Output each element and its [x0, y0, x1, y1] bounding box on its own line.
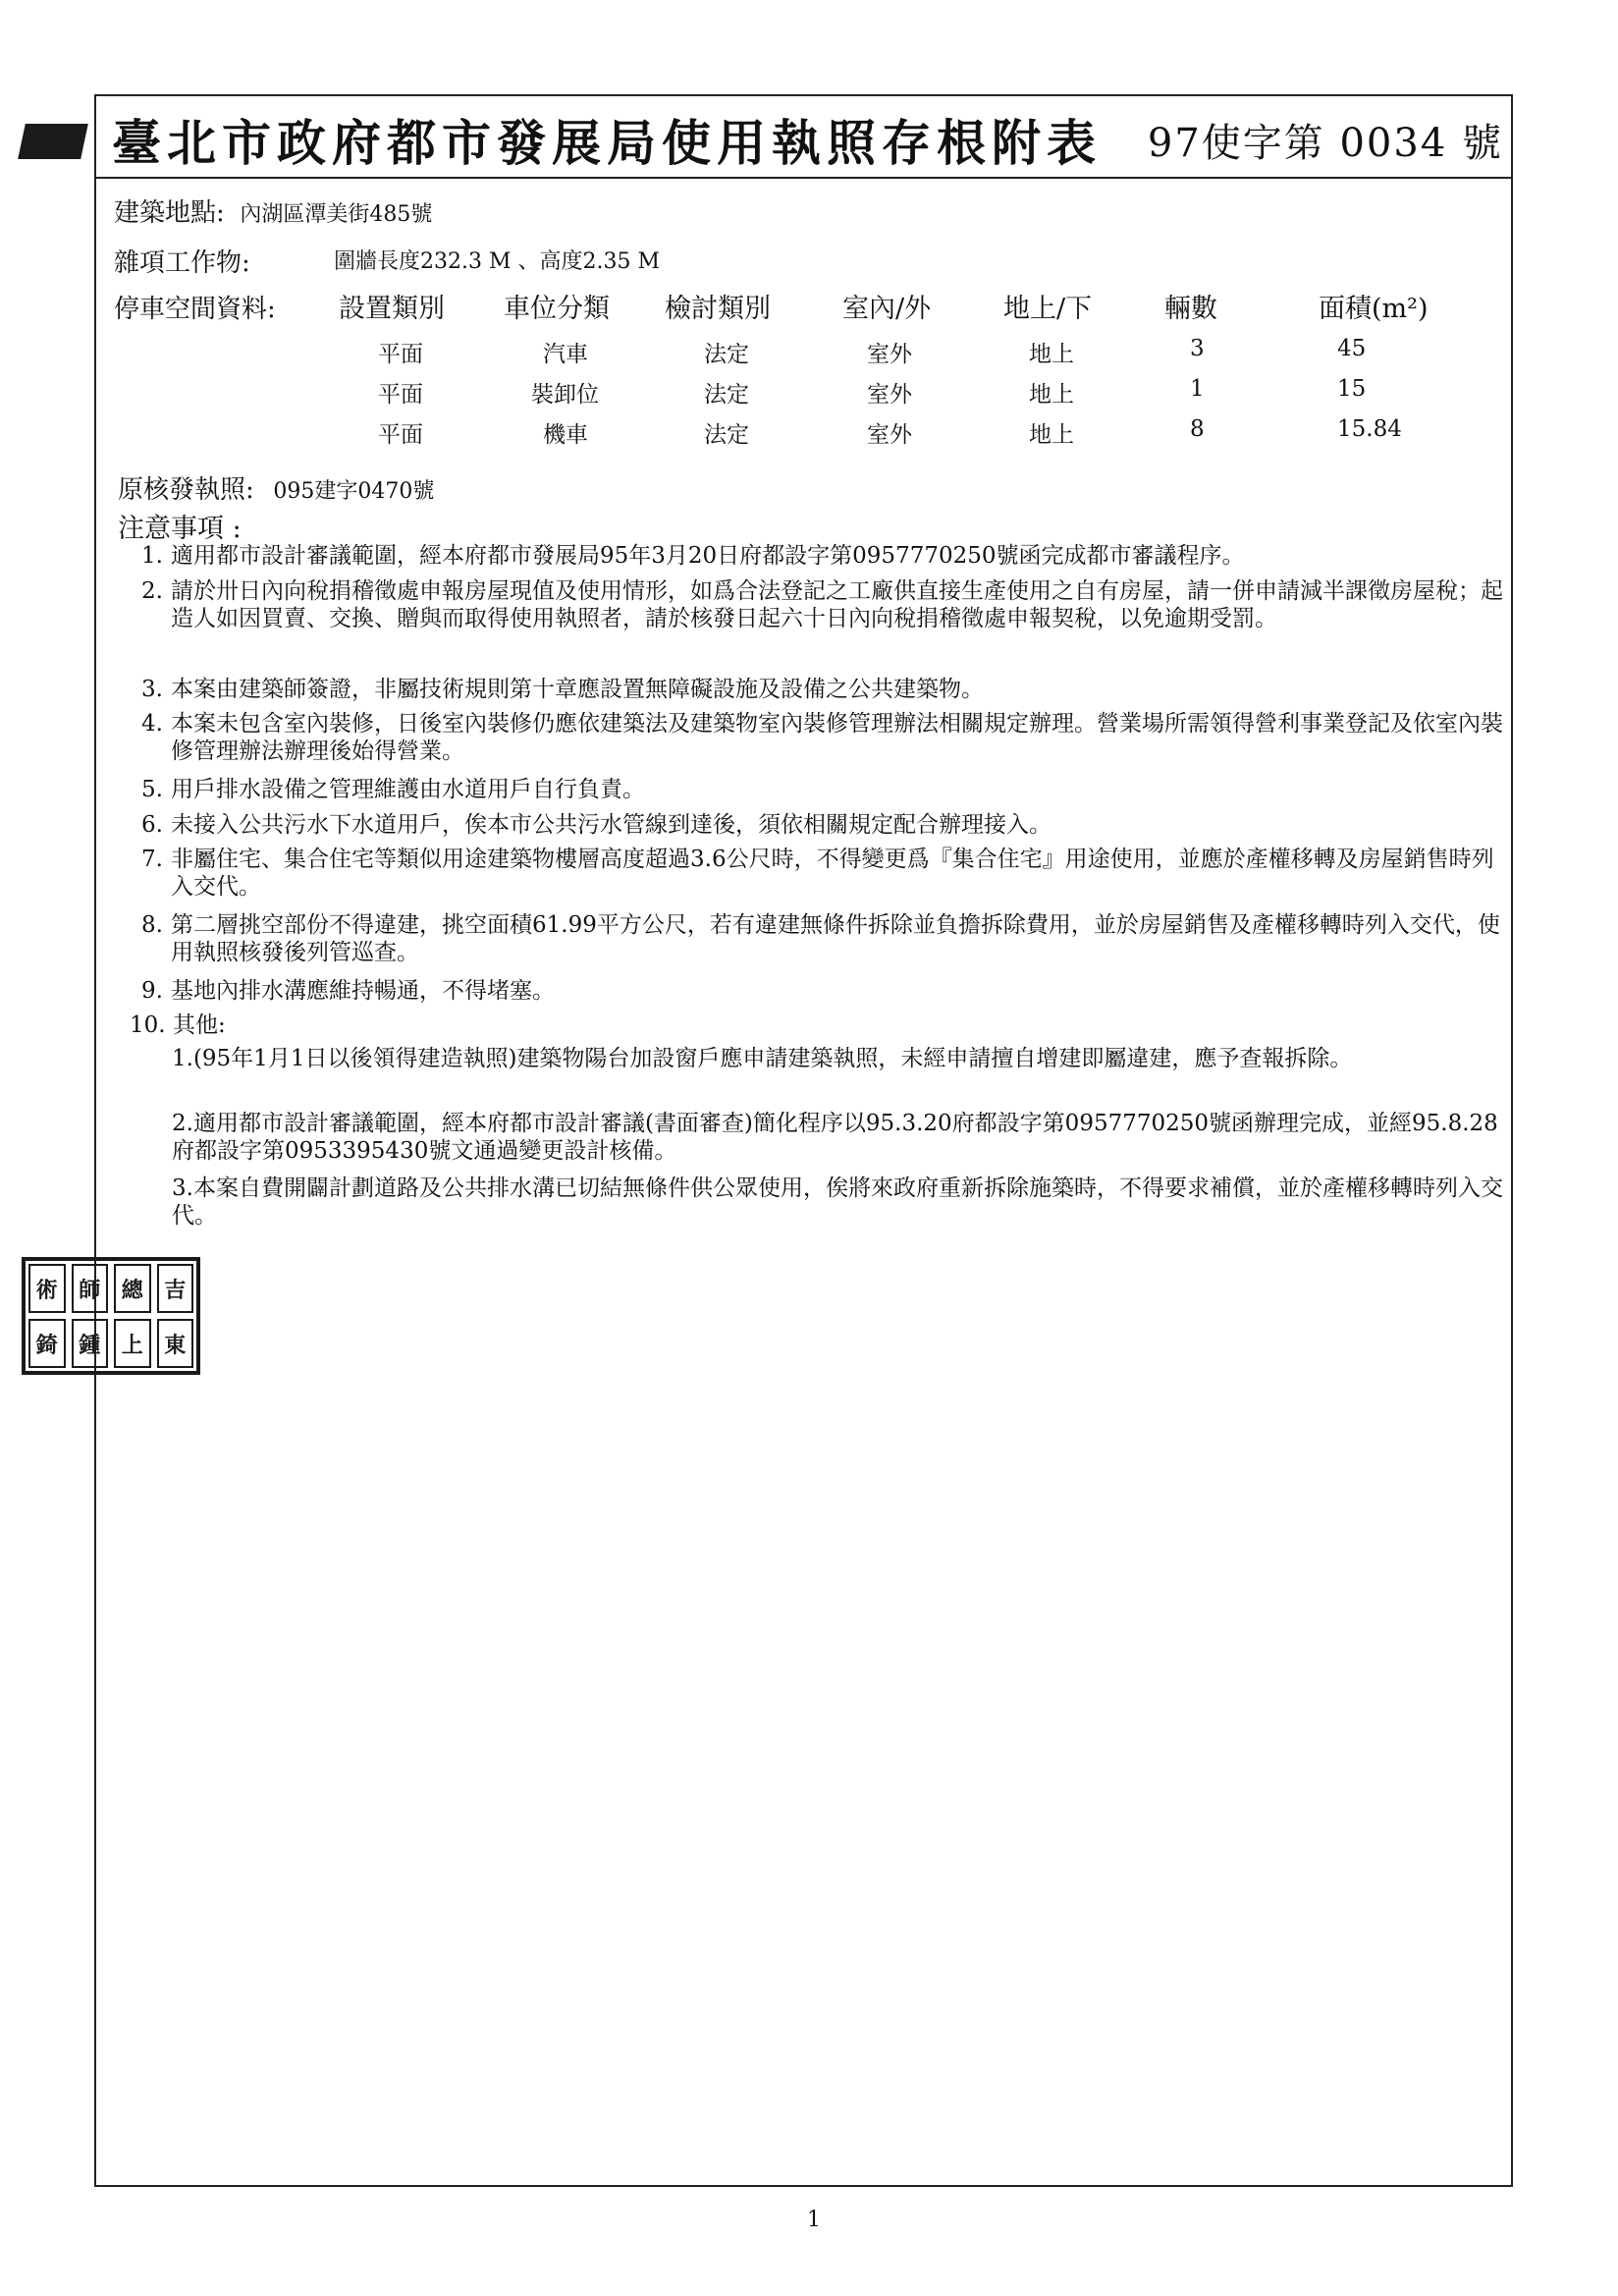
parking-cell: 45 [1337, 336, 1367, 361]
note-item [141, 710, 1512, 765]
seal-char: 上 [114, 1319, 151, 1368]
misc-work-row [114, 243, 660, 279]
parking-cell: 法定 [704, 382, 749, 408]
parking-cell: 地上 [1029, 422, 1074, 448]
note-item [130, 1011, 1500, 1039]
seal-stamp [22, 1257, 200, 1375]
note-text: 本案未包含室內裝修，日後室內裝修仍應依建築法及建築物室內裝修管理辦法相關規定辦理。營業場所需領得營利事業登記及依室內裝修管理辦法辦理後始得營業。 [171, 711, 1503, 764]
note-number: 1. [141, 543, 163, 569]
parking-cell: 1 [1190, 376, 1205, 402]
note-item [141, 911, 1512, 966]
parking-header: 輛數 [1164, 294, 1217, 324]
seal-char: 錡 [28, 1319, 66, 1368]
parking-cell: 3 [1190, 336, 1205, 361]
note-number: 8. [141, 912, 163, 938]
note-text: 第二層挑空部份不得違建，挑空面積61.99平方公尺，若有違建無條件拆除並負擔拆除費用，並於房屋銷售及產權移轉時列入交代，使用執照核發後列管巡查。 [171, 912, 1500, 965]
other-note: 1.(95年1月1日以後領得建造執照)建築物陽台加設窗戶應申請建築執照，未經申請擅自增建即屬違建，應予查報拆除。 [172, 1046, 1353, 1071]
note-text: 用戶排水設備之管理維護由水道用戶自行負責。 [171, 777, 645, 802]
note-number: 9. [141, 978, 163, 1004]
parking-cell: 法定 [704, 422, 749, 448]
corner-mark [18, 124, 88, 159]
parking-header: 設置類別 [339, 294, 445, 324]
note-item [141, 577, 1512, 632]
note-number: 2. [141, 578, 163, 604]
note-text: 適用都市設計審議範圍，經本府都市發展局95年3月20日府都設字第0957770250號函完成都市審議程序。 [171, 543, 1245, 569]
parking-cell: 8 [1190, 416, 1205, 442]
original-permit-value: 095建字0470號 [273, 479, 435, 504]
seal-char: 鍾 [72, 1319, 109, 1368]
note-item [141, 542, 1512, 570]
note-item [141, 846, 1512, 901]
note-number: 4. [141, 711, 163, 737]
other-note: 3.本案自費開闢計劃道路及公共排水溝已切結無條件供公眾使用，俟將來政府重新拆除施築時，不得要求補償，並於產權移轉時列入交代。 [172, 1175, 1503, 1229]
original-permit-row [118, 469, 434, 506]
parking-cell: 汽車 [543, 342, 588, 367]
parking-cell: 裝卸位 [531, 382, 599, 408]
note-number: 3. [141, 677, 163, 702]
seal-char: 術 [28, 1264, 66, 1313]
permit-number: 97使字第 0034 號 [1147, 121, 1503, 166]
site-row [114, 192, 432, 229]
parking-cell: 平面 [378, 422, 423, 448]
seal-char: 東 [157, 1319, 194, 1368]
original-permit-label: 原核發執照: [118, 475, 254, 505]
parking-header: 檢討類別 [665, 294, 771, 324]
parking-cell: 15.84 [1337, 416, 1402, 442]
parking-label-row [114, 289, 276, 325]
seal-char: 總 [114, 1264, 151, 1313]
parking-header: 車位分類 [504, 294, 610, 324]
note-number: 6. [141, 812, 163, 838]
note-text: 其他: [173, 1012, 226, 1038]
site-value: 內湖區潭美街485號 [240, 202, 433, 227]
note-text: 基地內排水溝應維持暢通，不得堵塞。 [171, 978, 555, 1004]
note-item [141, 977, 1512, 1005]
seal-char: 師 [72, 1264, 109, 1313]
note-number: 5. [141, 777, 163, 802]
parking-cell: 平面 [378, 382, 423, 408]
parking-cell: 室外 [867, 342, 912, 367]
parking-cell: 機車 [543, 422, 588, 448]
parking-cell: 地上 [1029, 342, 1074, 367]
seal-char: 吉 [157, 1264, 194, 1313]
note-number: 10. [130, 1012, 166, 1038]
parking-cell: 地上 [1029, 382, 1074, 408]
parking-header: 地上/下 [1003, 294, 1093, 324]
misc-work-label: 雜項工作物: [114, 248, 250, 278]
parking-cell: 15 [1337, 376, 1367, 402]
note-text: 非屬住宅、集合住宅等類似用途建築物樓層高度超過3.6公尺時，不得變更爲『集合住宅』用途使用，並應於產權移轉及房屋銷售時列入交代。 [171, 847, 1494, 900]
note-number: 7. [141, 847, 163, 872]
note-item [141, 776, 1512, 803]
note-text: 未接入公共污水下水道用戶，俟本市公共污水管線到達後，須依相關規定配合辦理接入。 [171, 812, 1052, 838]
note-item [141, 811, 1512, 839]
title-row [94, 94, 1513, 179]
parking-cell: 室外 [867, 382, 912, 408]
note-text: 本案由建築師簽證，非屬技術規則第十章應設置無障礙設施及設備之公共建築物。 [171, 677, 984, 702]
parking-cell: 室外 [867, 422, 912, 448]
parking-header: 室內/外 [842, 294, 932, 324]
site-label: 建築地點: [114, 198, 225, 228]
parking-label: 停車空間資料: [114, 295, 276, 324]
parking-header: 面積(m²) [1319, 294, 1429, 324]
note-item [141, 676, 1512, 703]
page-number: 1 [807, 2208, 821, 2232]
note-text: 請於卅日內向稅捐稽徵處申報房屋現值及使用情形，如爲合法登記之工廠供直接生產使用之自有房屋，請一併申請減半課徵房屋稅；起造人如因買賣、交換、贈與而取得使用執照者，請於核發日起六十日內向稅捐稽徵處申報契稅，以免逾期受罰。 [171, 578, 1503, 631]
parking-cell: 平面 [378, 342, 423, 367]
parking-cell: 法定 [704, 342, 749, 367]
misc-work-value: 圍牆長度232.3 M 、高度2.35 M [334, 249, 660, 274]
notes-title: 注意事項 : [118, 514, 242, 544]
other-note: 2.適用都市設計審議範圍，經本府都市設計審議(書面審查)簡化程序以95.3.20府都設字第0957770250號函辦理完成，並經95.8.28府都設字第0953395430號文通過變更設計核備。 [172, 1111, 1498, 1164]
document-title: 臺北市政府都市發展局使用執照存根附表 [112, 114, 1102, 172]
